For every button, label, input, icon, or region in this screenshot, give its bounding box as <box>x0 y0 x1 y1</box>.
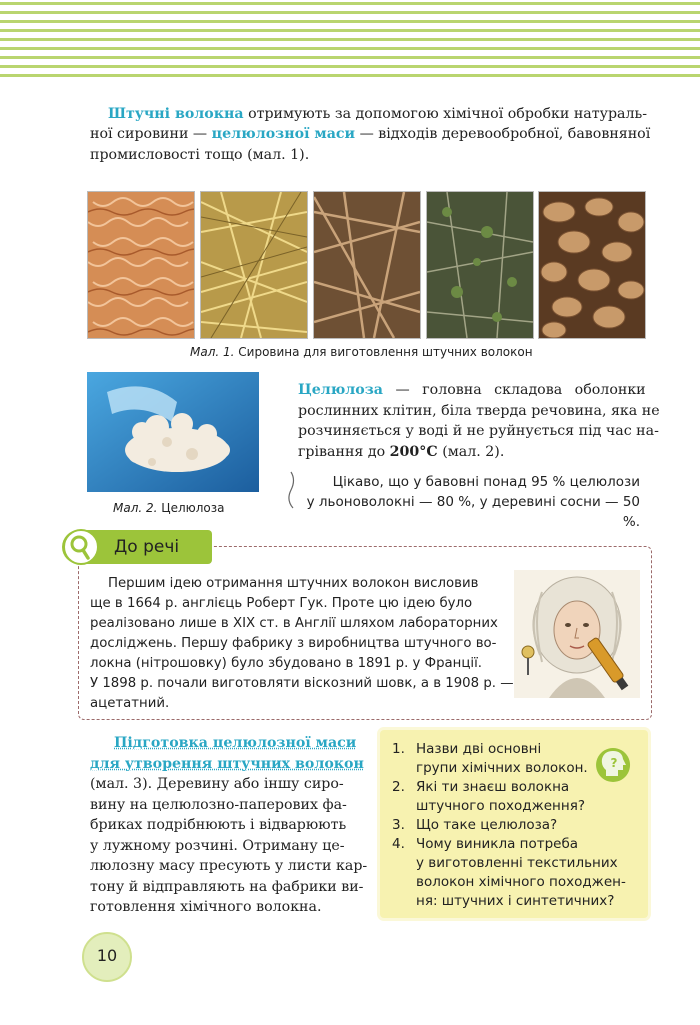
intro-paragraph: Штучні волокна отримують за допомогою хімічної обробки натураль- <box>108 106 648 122</box>
aside-title: До речі <box>114 537 180 557</box>
fact-text: Цікаво, що у бавовні понад 95 % целюлози у льоноволокні — 80 %, у деревині сосни — 50 %. <box>306 474 640 530</box>
photo-nut-shells <box>538 191 646 339</box>
cellulose-paragraph: Целюлоза — головна складова оболонки рослинних клітин, біла тверда речовина, яка не розчиняється у воді й не руйнується під час на- грівання до 200°C (мал. 2). <box>298 382 660 460</box>
photo-plant-stems <box>426 191 534 339</box>
fact-bracket-icon <box>288 470 298 510</box>
head-question-icon <box>594 746 632 786</box>
figure2-caption: Мал. 2. Целюлоза <box>113 501 225 515</box>
term-artificial-fibers: Штучні волокна <box>108 106 244 122</box>
magnifier-icon <box>62 528 100 566</box>
photo-cellulose <box>87 372 259 492</box>
questions-list <box>392 740 626 911</box>
photo-reeds <box>313 191 421 339</box>
aside-header <box>62 530 212 564</box>
header-stripes <box>0 0 700 80</box>
page-number: 10 <box>96 946 118 965</box>
photo-straw <box>200 191 308 339</box>
intro-line-3: промисловості тощо (мал. 1). <box>90 147 310 163</box>
preparation-title-2: для утворення штучних волокон <box>90 755 364 772</box>
intro-line-2: ної сировини — целюлозної маси — відходів деревообробної, бавовняної <box>90 126 651 142</box>
svg-text:?: ? <box>610 756 618 770</box>
photo-wood-shavings <box>87 191 195 339</box>
questions-box <box>380 730 648 918</box>
preparation-title-1: Підготовка целюлозної маси <box>114 735 357 751</box>
preparation-paragraph: Підготовка целюлозної маси для утворення штучних волокон (мал. 3). Деревину або іншу сиро- вину на целюлозно-паперових фа- бриках подрібнюють і відварюють у лужному розчині. Отриману це- люлозну масу пресують у листи кар- тону й відправляють на фабрики ви- готовлення хімічного волокна. <box>90 735 368 915</box>
question-item: 4. Чому виникла потреба у виготовленні текстильних волокон хімічного походжен- ня: штучних і синтетичних? <box>392 836 626 909</box>
question-item: 2. Які ти знаєш волокна штучного походження? <box>392 779 585 814</box>
term-cellulose-mass: целюлозної маси <box>211 126 356 142</box>
aside-text: Першим ідею отримання штучних волокон висловив ще в 1664 р. англієць Роберт Гук. Проте цю ідею було реалізовано лише в XIX ст. в Англії шляхом лабораторних досліджень. Першу фабрику з виробництва штучного во- локна (нітрошовку) було збудовано в 1891 р. у Франції. У 1898 р. почали виготовляти віскозний шовк, а в 1908 р. — ацетатний. <box>90 576 514 711</box>
term-cellulose: Целюлоза <box>298 382 384 398</box>
figure1-caption: Мал. 1. Сировина для виготовлення штучних волокон <box>190 345 533 359</box>
question-item: 1. Назви дві основні групи хімічних волокон. <box>392 741 588 776</box>
question-item: 3. Що таке целюлоза? <box>392 817 558 833</box>
portrait-robert-hooke <box>514 570 640 698</box>
page-number-badge <box>82 932 132 982</box>
